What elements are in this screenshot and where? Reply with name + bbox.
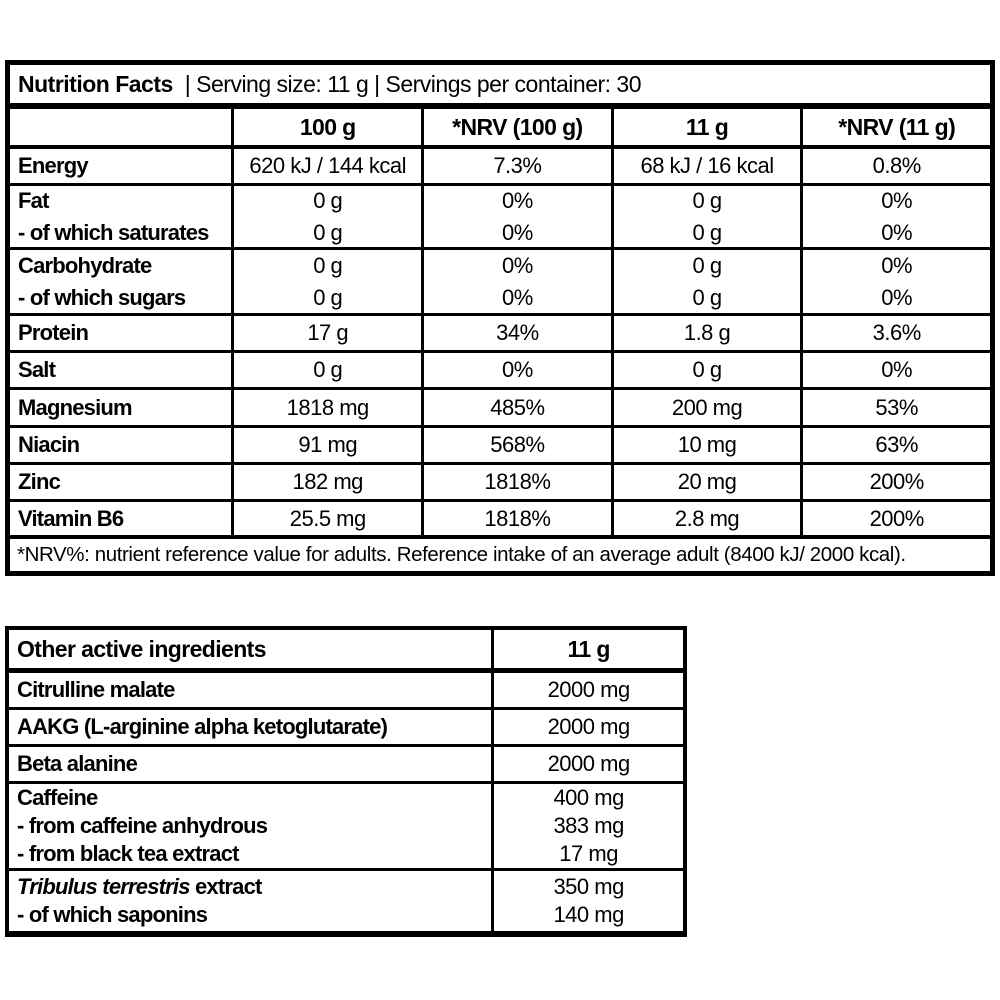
row-citrulline-malate [9,673,683,710]
salt-nrv-11g: 0% [881,357,913,382]
cell [10,390,234,425]
other-ingredients-header-row [9,630,683,673]
cell [424,186,614,247]
vitamin-b6-100g: 25.5 mg [289,505,366,531]
cell [9,630,494,668]
citrulline-malate-amount: 2000 mg [547,677,630,702]
cell [614,149,804,183]
zinc-nrv-11g: 200% [869,469,924,494]
cell [10,428,234,462]
salt-11g: 0 g [692,357,722,382]
cell [614,428,804,462]
cell [803,390,990,425]
cell [494,710,683,744]
cell [494,871,683,931]
saponins-label: - of which saponins [17,902,208,927]
row-caffeine [9,784,683,871]
cell [9,871,494,931]
magnesium-nrv-100g: 485% [490,394,545,420]
sugars-label: - of which sugars [18,284,186,310]
magnesium-11g: 200 mg [671,394,743,420]
energy-nrv-11g: 0.8% [872,153,921,178]
cell [614,390,804,425]
caffeine-anhydrous-label: - from caffeine anhydrous [17,813,268,838]
cell [424,428,614,462]
cell [424,149,614,183]
magnesium-nrv-11g: 53% [875,394,918,420]
vitamin-b6-nrv-100g: 1818% [484,505,551,531]
cell [10,316,234,350]
cell [10,465,234,499]
cell [494,747,683,781]
protein-11g: 1.8 g [683,320,731,345]
tribulus-extract-word: extract [189,874,262,899]
cell [9,673,494,707]
caffeine-amount: 400 mg [553,785,624,810]
black-tea-extract-label: - from black tea extract [17,841,239,866]
cell [424,502,614,535]
serving-info: | Serving size: 11 g | Servings per container: 30 [184,70,642,97]
row-fat [10,186,990,250]
cell [424,390,614,425]
cell [803,316,990,350]
row-vitamin-b6 [10,502,990,539]
cell [614,502,804,535]
protein-nrv-11g: 3.6% [872,320,921,345]
fat-100g: 0 g [313,187,343,213]
magnesium-label: Magnesium [18,394,132,420]
row-tribulus-terrestris [9,871,683,931]
row-protein [10,316,990,353]
energy-nrv-100g: 7.3% [493,153,542,178]
zinc-nrv-100g: 1818% [484,469,551,494]
beta-alanine-label: Beta alanine [17,751,138,776]
column-header-100g: 100 g [234,109,424,145]
cell [9,747,494,781]
zinc-11g: 20 mg [677,469,737,494]
cell [234,502,424,535]
sugars-nrv-100g: 0% [501,284,533,310]
aakg-amount: 2000 mg [547,714,630,739]
vitamin-b6-11g: 2.8 mg [674,505,740,531]
cell [494,630,683,668]
protein-nrv-100g: 34% [496,320,539,345]
magnesium-100g: 1818 mg [286,394,369,420]
cell [9,784,494,868]
energy-11g: 68 kJ / 16 kcal [640,153,774,178]
fat-saturates-nrv-11g: 0% [881,219,913,245]
caffeine-anhydrous-amount: 383 mg [553,813,624,838]
cell [494,784,683,868]
zinc-100g: 182 mg [292,469,363,494]
fat-11g: 0 g [692,187,722,213]
sugars-100g: 0 g [313,284,343,310]
cell [10,502,234,535]
salt-nrv-100g: 0% [501,357,533,382]
carbohydrate-nrv-11g: 0% [881,252,913,278]
cell [10,149,234,183]
cell [803,353,990,387]
fat-label: Fat [18,187,49,213]
other-active-ingredients-table [5,626,687,937]
fat-saturates-label: - of which saturates [18,219,209,245]
niacin-11g: 10 mg [677,432,737,457]
column-header-row [10,109,990,149]
tribulus-latin-name: Tribulus terrestris [17,874,190,899]
cell [803,149,990,183]
carbohydrate-nrv-100g: 0% [501,252,533,278]
cell [494,673,683,707]
citrulline-malate-label: Citrulline malate [17,677,175,702]
niacin-100g: 91 mg [298,432,358,457]
table-title: Nutrition Facts [18,70,173,97]
other-ingredients-title: Other active ingredients [17,636,266,662]
caffeine-label: Caffeine [17,785,98,810]
column-header-blank [10,109,234,145]
fat-saturates-100g: 0 g [313,219,343,245]
cell [9,710,494,744]
row-beta-alanine [9,747,683,784]
cell [424,250,614,313]
column-header-nrv-11g: *NRV (11 g) [838,114,956,140]
niacin-nrv-100g: 568% [490,432,545,457]
cell [234,390,424,425]
niacin-label: Niacin [18,432,80,457]
row-salt [10,353,990,390]
fat-saturates-nrv-100g: 0% [501,219,533,245]
niacin-nrv-11g: 63% [875,432,918,457]
energy-label: Energy [18,153,88,178]
carbohydrate-11g: 0 g [692,252,722,278]
cell [234,149,424,183]
cell [234,186,424,247]
fat-saturates-11g: 0 g [692,219,722,245]
column-header-11g: 11 g [614,109,804,145]
cell [614,316,804,350]
nutrition-facts-table [5,60,995,576]
tribulus-extract-label [17,873,262,901]
vitamin-b6-label: Vitamin B6 [18,505,124,531]
energy-100g: 620 kJ / 144 kcal [249,153,407,178]
cell [614,186,804,247]
fat-nrv-11g: 0% [881,187,913,213]
protein-100g: 17 g [307,320,349,345]
sugars-11g: 0 g [692,284,722,310]
cell [424,465,614,499]
cell [10,250,234,313]
cell [234,250,424,313]
cell [614,353,804,387]
black-tea-extract-amount: 17 mg [559,841,618,866]
column-header-nrv-100g: *NRV (100 g) [424,109,614,145]
nutrition-facts-header-row [10,65,990,109]
carbohydrate-label: Carbohydrate [18,252,152,278]
fat-nrv-100g: 0% [501,187,533,213]
cell [234,353,424,387]
beta-alanine-amount: 2000 mg [547,751,630,776]
vitamin-b6-nrv-11g: 200% [869,505,924,531]
zinc-label: Zinc [18,469,61,494]
row-niacin [10,428,990,465]
cell [234,428,424,462]
cell [803,250,990,313]
cell [10,353,234,387]
cell [803,428,990,462]
row-magnesium [10,390,990,428]
cell [803,502,990,535]
cell [424,353,614,387]
cell [614,250,804,313]
protein-label: Protein [18,320,89,345]
sugars-nrv-11g: 0% [881,284,913,310]
salt-100g: 0 g [313,357,343,382]
saponins-amount: 140 mg [553,902,624,927]
salt-label: Salt [18,357,56,382]
other-ingredients-amount-header: 11 g [567,636,610,662]
cell [614,465,804,499]
cell [803,465,990,499]
cell [234,316,424,350]
row-carbohydrate [10,250,990,316]
tribulus-extract-amount: 350 mg [553,874,624,899]
row-aakg [9,710,683,747]
cell [424,316,614,350]
aakg-label: AAKG (L-arginine alpha ketoglutarate) [17,714,388,739]
carbohydrate-100g: 0 g [313,252,343,278]
row-zinc [10,465,990,502]
nrv-footnote: *NRV%: nutrient reference value for adults. Reference intake of an average adult (8400 kJ/ 2000 kcal). [17,543,906,566]
cell [10,186,234,247]
cell [234,465,424,499]
cell [803,186,990,247]
row-energy [10,149,990,186]
